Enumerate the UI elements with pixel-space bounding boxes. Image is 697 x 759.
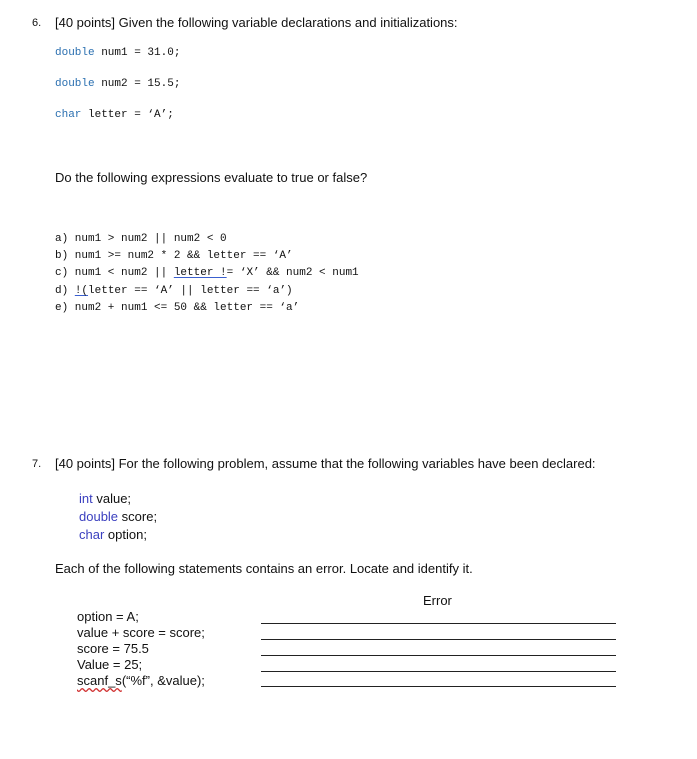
expression-d-underlined: !(: [74, 285, 89, 297]
decl-num1: [55, 47, 180, 59]
answer-line-2[interactable]: [261, 639, 616, 640]
expression-b: b) num1 >= num2 * 2 && letter == ‘A’: [55, 250, 293, 262]
statement-5: [77, 673, 205, 688]
question-6-header: [40 points] Given the following variable declarations and initializations:: [55, 15, 458, 30]
answer-line-3[interactable]: [261, 655, 616, 656]
expression-d: [55, 285, 293, 297]
expression-c-post: = ‘X’ && num2 < num1: [226, 267, 359, 279]
var-value: [79, 491, 131, 506]
var-value-rest: value;: [92, 491, 132, 506]
var-option-rest: option;: [104, 527, 147, 542]
var-score: [79, 509, 157, 524]
decl-letter-rest: letter = ‘A’;: [81, 109, 174, 121]
question-7-header: [40 points] For the following problem, assume that the following variables have been declared:: [55, 456, 596, 471]
answer-line-1[interactable]: [261, 623, 616, 624]
var-score-rest: score;: [118, 509, 158, 524]
expression-e: e) num2 + num1 <= 50 && letter == ‘a’: [55, 302, 300, 314]
question-6-prompt: Do the following expressions evaluate to true or false?: [55, 170, 368, 185]
var-score-type: double: [79, 509, 119, 524]
decl-num2-rest: num2 = 15.5;: [94, 78, 181, 90]
answer-line-4[interactable]: [261, 671, 616, 672]
statement-1: option = A;: [77, 609, 139, 624]
decl-letter-type: char: [55, 109, 82, 121]
question-6-number: 6.: [32, 17, 42, 29]
statement-5-function: scanf_s: [77, 673, 122, 688]
expression-d-pre: d): [55, 285, 75, 297]
decl-num1-type: double: [55, 47, 95, 59]
decl-num2: [55, 78, 180, 90]
statement-2: value + score = score;: [77, 625, 205, 640]
decl-letter: [55, 109, 174, 121]
statement-3: score = 75.5: [77, 641, 149, 656]
expression-d-post: letter == ‘A’ || letter == ‘a’): [88, 285, 293, 297]
answer-line-5[interactable]: [261, 686, 616, 687]
question-7-prompt: Each of the following statements contains an error. Locate and identify it.: [55, 561, 473, 576]
expression-c-underlined: letter !: [173, 267, 227, 279]
decl-num2-type: double: [55, 78, 95, 90]
error-column-heading: Error: [423, 593, 452, 608]
expression-c-pre: c) num1 < num2 ||: [55, 267, 174, 279]
expression-a: a) num1 > num2 || num2 < 0: [55, 233, 227, 245]
expression-c: [55, 267, 359, 279]
question-7-number: 7.: [32, 458, 42, 470]
statement-5-rest: (“%f”, &value);: [121, 673, 205, 688]
decl-num1-rest: num1 = 31.0;: [94, 47, 181, 59]
var-option: [79, 527, 147, 542]
statement-4: Value = 25;: [77, 657, 143, 672]
var-value-type: int: [79, 491, 93, 506]
var-option-type: char: [79, 527, 105, 542]
